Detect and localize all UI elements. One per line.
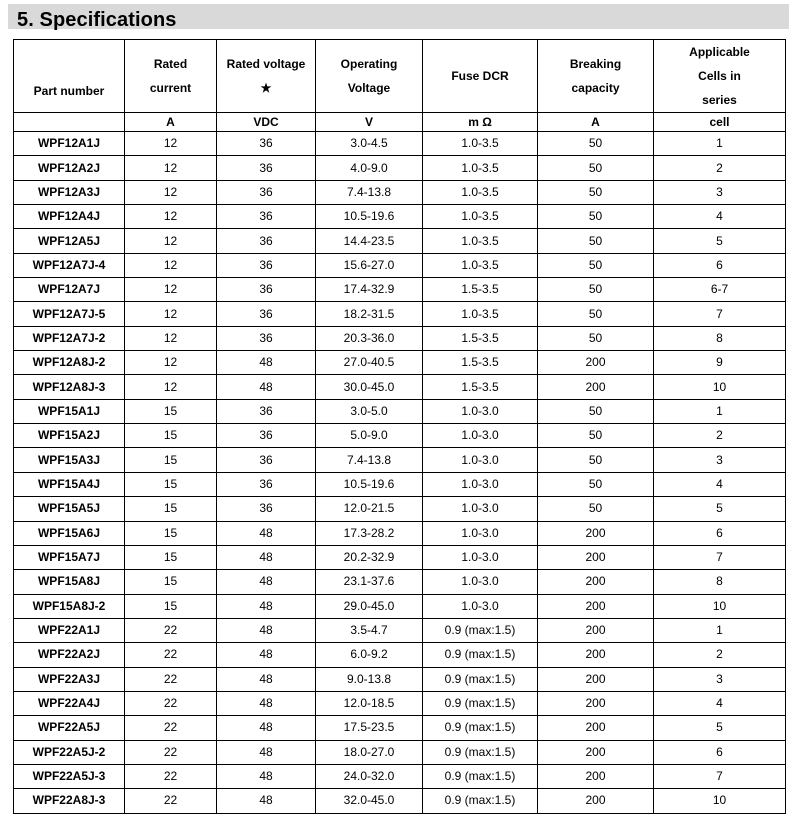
cell-rated-current: 12: [125, 132, 217, 156]
cell-part-number: WPF12A7J-2: [14, 326, 125, 350]
table-row: [14, 278, 786, 302]
cell-fuse-dcr: 0.9 (max:1.5): [423, 716, 538, 740]
cell-fuse-dcr: 1.0-3.5: [423, 156, 538, 180]
cell-breaking-capacity: 200: [538, 618, 654, 642]
cell-operating-voltage: 18.2-31.5: [316, 302, 423, 326]
cell-rated-current: 22: [125, 789, 217, 813]
cell-operating-voltage: 30.0-45.0: [316, 375, 423, 399]
cell-part-number: WPF15A2J: [14, 424, 125, 448]
cell-rated-current: 22: [125, 691, 217, 715]
cell-rated-current: 22: [125, 740, 217, 764]
header-row: [14, 40, 786, 113]
cell-part-number: WPF12A1J: [14, 132, 125, 156]
cell-applicable-cells: 4: [654, 472, 786, 496]
cell-breaking-capacity: 200: [538, 521, 654, 545]
cell-operating-voltage: 12.0-18.5: [316, 691, 423, 715]
cell-rated-voltage: 48: [217, 716, 316, 740]
header-operating-voltage-line1: Operating: [340, 57, 398, 71]
cell-fuse-dcr: 1.0-3.0: [423, 570, 538, 594]
cell-rated-voltage: 48: [217, 570, 316, 594]
cell-fuse-dcr: 1.0-3.5: [423, 205, 538, 229]
table-row: [14, 472, 786, 496]
header-part-number-label: Part number: [33, 84, 105, 98]
cell-operating-voltage: 7.4-13.8: [316, 180, 423, 204]
cell-breaking-capacity: 200: [538, 740, 654, 764]
table-row: [14, 326, 786, 350]
cell-applicable-cells: 3: [654, 180, 786, 204]
table-row: [14, 302, 786, 326]
specifications-table: [13, 39, 786, 814]
cell-part-number: WPF22A3J: [14, 667, 125, 691]
header-fuse-dcr: [423, 40, 538, 113]
cell-operating-voltage: 14.4-23.5: [316, 229, 423, 253]
cell-part-number: WPF12A8J-2: [14, 351, 125, 375]
table-row: [14, 691, 786, 715]
cell-breaking-capacity: 50: [538, 278, 654, 302]
cell-operating-voltage: 10.5-19.6: [316, 472, 423, 496]
table-row: [14, 375, 786, 399]
cell-breaking-capacity: 50: [538, 156, 654, 180]
cell-breaking-capacity: 200: [538, 643, 654, 667]
table-row: [14, 789, 786, 813]
cell-part-number: WPF12A4J: [14, 205, 125, 229]
cell-breaking-capacity: 50: [538, 497, 654, 521]
cell-rated-current: 12: [125, 278, 217, 302]
cell-part-number: WPF22A1J: [14, 618, 125, 642]
cell-part-number: WPF22A5J-3: [14, 764, 125, 788]
cell-breaking-capacity: 50: [538, 472, 654, 496]
cell-operating-voltage: 20.2-32.9: [316, 545, 423, 569]
cell-applicable-cells: 6-7: [654, 278, 786, 302]
cell-operating-voltage: 17.3-28.2: [316, 521, 423, 545]
cell-part-number: WPF15A1J: [14, 399, 125, 423]
header-rated-current: [125, 40, 217, 113]
cell-applicable-cells: 5: [654, 229, 786, 253]
cell-rated-voltage: 36: [217, 253, 316, 277]
table-row: [14, 521, 786, 545]
cell-applicable-cells: 6: [654, 521, 786, 545]
cell-part-number: WPF22A5J-2: [14, 740, 125, 764]
cell-rated-voltage: 36: [217, 132, 316, 156]
cell-fuse-dcr: 0.9 (max:1.5): [423, 764, 538, 788]
table-row: [14, 180, 786, 204]
cell-operating-voltage: 3.5-4.7: [316, 618, 423, 642]
unit-rated-voltage: VDC: [217, 113, 316, 132]
cell-fuse-dcr: 1.5-3.5: [423, 375, 538, 399]
cell-breaking-capacity: 50: [538, 326, 654, 350]
cell-part-number: WPF12A3J: [14, 180, 125, 204]
cell-rated-voltage: 36: [217, 278, 316, 302]
table-row: [14, 205, 786, 229]
cell-applicable-cells: 3: [654, 667, 786, 691]
cell-breaking-capacity: 50: [538, 448, 654, 472]
cell-applicable-cells: 8: [654, 570, 786, 594]
cell-rated-voltage: 36: [217, 448, 316, 472]
cell-rated-current: 22: [125, 667, 217, 691]
cell-operating-voltage: 3.0-4.5: [316, 132, 423, 156]
cell-fuse-dcr: 1.5-3.5: [423, 351, 538, 375]
cell-rated-current: 12: [125, 253, 217, 277]
cell-applicable-cells: 10: [654, 375, 786, 399]
cell-rated-voltage: 36: [217, 229, 316, 253]
cell-fuse-dcr: 1.0-3.0: [423, 497, 538, 521]
cell-rated-voltage: 36: [217, 497, 316, 521]
table-row: [14, 764, 786, 788]
cell-part-number: WPF12A8J-3: [14, 375, 125, 399]
cell-rated-voltage: 36: [217, 180, 316, 204]
cell-rated-current: 12: [125, 180, 217, 204]
table-row: [14, 156, 786, 180]
table-row: [14, 594, 786, 618]
cell-part-number: WPF15A8J-2: [14, 594, 125, 618]
table-row: [14, 448, 786, 472]
header-operating-voltage: [316, 40, 423, 113]
cell-rated-current: 12: [125, 351, 217, 375]
cell-rated-current: 15: [125, 497, 217, 521]
table-row: [14, 740, 786, 764]
header-cells-line3: series: [702, 93, 737, 107]
header-breaking-capacity: [538, 40, 654, 113]
cell-rated-current: 12: [125, 302, 217, 326]
cell-operating-voltage: 4.0-9.0: [316, 156, 423, 180]
table-row: [14, 716, 786, 740]
cell-fuse-dcr: 1.0-3.0: [423, 424, 538, 448]
cell-breaking-capacity: 200: [538, 789, 654, 813]
cell-part-number: WPF22A2J: [14, 643, 125, 667]
cell-operating-voltage: 17.4-32.9: [316, 278, 423, 302]
cell-operating-voltage: 17.5-23.5: [316, 716, 423, 740]
cell-breaking-capacity: 200: [538, 570, 654, 594]
cell-rated-voltage: 48: [217, 521, 316, 545]
cell-applicable-cells: 7: [654, 302, 786, 326]
cell-fuse-dcr: 0.9 (max:1.5): [423, 789, 538, 813]
cell-applicable-cells: 5: [654, 497, 786, 521]
cell-rated-voltage: 48: [217, 764, 316, 788]
cell-applicable-cells: 7: [654, 764, 786, 788]
table-row: [14, 399, 786, 423]
table-row: [14, 351, 786, 375]
cell-applicable-cells: 10: [654, 789, 786, 813]
cell-breaking-capacity: 50: [538, 229, 654, 253]
cell-part-number: WPF12A7J-4: [14, 253, 125, 277]
cell-part-number: WPF12A5J: [14, 229, 125, 253]
cell-part-number: WPF22A5J: [14, 716, 125, 740]
cell-applicable-cells: 1: [654, 132, 786, 156]
unit-breaking-capacity: A: [538, 113, 654, 132]
cell-fuse-dcr: 0.9 (max:1.5): [423, 618, 538, 642]
cell-rated-current: 12: [125, 229, 217, 253]
cell-part-number: WPF15A5J: [14, 497, 125, 521]
cell-applicable-cells: 8: [654, 326, 786, 350]
cell-breaking-capacity: 200: [538, 375, 654, 399]
cell-fuse-dcr: 1.0-3.5: [423, 180, 538, 204]
cell-operating-voltage: 23.1-37.6: [316, 570, 423, 594]
cell-part-number: WPF15A6J: [14, 521, 125, 545]
table-row: [14, 618, 786, 642]
cell-operating-voltage: 5.0-9.0: [316, 424, 423, 448]
cell-fuse-dcr: 1.0-3.5: [423, 132, 538, 156]
cell-fuse-dcr: 1.0-3.0: [423, 472, 538, 496]
cell-part-number: WPF12A7J-5: [14, 302, 125, 326]
cell-applicable-cells: 4: [654, 205, 786, 229]
cell-fuse-dcr: 1.0-3.0: [423, 545, 538, 569]
header-rated-current-line2: current: [149, 81, 192, 95]
cell-part-number: WPF15A4J: [14, 472, 125, 496]
unit-rated-current: A: [125, 113, 217, 132]
cell-applicable-cells: 6: [654, 253, 786, 277]
header-breaking-line2: capacity: [571, 81, 620, 95]
cell-operating-voltage: 7.4-13.8: [316, 448, 423, 472]
cell-fuse-dcr: 0.9 (max:1.5): [423, 643, 538, 667]
cell-rated-voltage: 36: [217, 302, 316, 326]
cell-breaking-capacity: 50: [538, 132, 654, 156]
section-title: 5. Specifications: [17, 9, 177, 31]
cell-applicable-cells: 7: [654, 545, 786, 569]
header-cells-line2: Cells in: [698, 69, 741, 83]
cell-fuse-dcr: 0.9 (max:1.5): [423, 667, 538, 691]
cell-rated-current: 12: [125, 156, 217, 180]
table-row: [14, 424, 786, 448]
cell-rated-current: 12: [125, 205, 217, 229]
cell-operating-voltage: 6.0-9.2: [316, 643, 423, 667]
cell-rated-voltage: 48: [217, 643, 316, 667]
cell-operating-voltage: 18.0-27.0: [316, 740, 423, 764]
cell-breaking-capacity: 200: [538, 691, 654, 715]
cell-rated-voltage: 36: [217, 399, 316, 423]
cell-applicable-cells: 9: [654, 351, 786, 375]
cell-breaking-capacity: 200: [538, 351, 654, 375]
table-row: [14, 545, 786, 569]
cell-operating-voltage: 10.5-19.6: [316, 205, 423, 229]
cell-breaking-capacity: 50: [538, 253, 654, 277]
cell-rated-current: 12: [125, 326, 217, 350]
units-row: [14, 113, 786, 132]
cell-breaking-capacity: 50: [538, 180, 654, 204]
header-breaking-line1: Breaking: [569, 57, 622, 71]
cell-applicable-cells: 6: [654, 740, 786, 764]
table-row: [14, 132, 786, 156]
unit-cells: cell: [654, 113, 786, 132]
cell-breaking-capacity: 200: [538, 667, 654, 691]
cell-fuse-dcr: 1.0-3.5: [423, 253, 538, 277]
header-cells-line1: Applicable: [689, 45, 750, 59]
cell-part-number: WPF22A8J-3: [14, 789, 125, 813]
cell-rated-voltage: 36: [217, 205, 316, 229]
cell-breaking-capacity: 50: [538, 302, 654, 326]
cell-breaking-capacity: 50: [538, 399, 654, 423]
table-row: [14, 570, 786, 594]
cell-rated-current: 15: [125, 448, 217, 472]
cell-rated-voltage: 48: [217, 691, 316, 715]
cell-rated-voltage: 48: [217, 351, 316, 375]
cell-rated-current: 22: [125, 716, 217, 740]
header-operating-voltage-line2: Voltage: [347, 81, 391, 95]
cell-operating-voltage: 27.0-40.5: [316, 351, 423, 375]
cell-part-number: WPF12A7J: [14, 278, 125, 302]
cell-part-number: WPF12A2J: [14, 156, 125, 180]
cell-applicable-cells: 2: [654, 156, 786, 180]
header-fuse-dcr-label: Fuse DCR: [451, 69, 509, 83]
cell-breaking-capacity: 50: [538, 424, 654, 448]
table-row: [14, 667, 786, 691]
cell-fuse-dcr: 0.9 (max:1.5): [423, 691, 538, 715]
header-rated-voltage: [217, 40, 316, 113]
table-row: [14, 497, 786, 521]
cell-operating-voltage: 15.6-27.0: [316, 253, 423, 277]
cell-rated-current: 22: [125, 643, 217, 667]
cell-operating-voltage: 32.0-45.0: [316, 789, 423, 813]
cell-rated-voltage: 36: [217, 156, 316, 180]
cell-rated-voltage: 36: [217, 472, 316, 496]
cell-breaking-capacity: 200: [538, 716, 654, 740]
header-rated-voltage-line1: Rated voltage: [226, 57, 306, 71]
cell-rated-voltage: 48: [217, 375, 316, 399]
cell-rated-voltage: 48: [217, 545, 316, 569]
table-row: [14, 229, 786, 253]
cell-fuse-dcr: 1.0-3.0: [423, 448, 538, 472]
cell-rated-voltage: 48: [217, 789, 316, 813]
cell-operating-voltage: 24.0-32.0: [316, 764, 423, 788]
cell-fuse-dcr: 1.0-3.5: [423, 229, 538, 253]
header-part-number: [14, 40, 125, 113]
cell-rated-voltage: 36: [217, 326, 316, 350]
cell-breaking-capacity: 200: [538, 594, 654, 618]
cell-rated-voltage: 48: [217, 667, 316, 691]
cell-rated-voltage: 36: [217, 424, 316, 448]
table-body: [14, 132, 786, 814]
cell-rated-current: 22: [125, 618, 217, 642]
cell-rated-current: 15: [125, 545, 217, 569]
cell-part-number: WPF15A8J: [14, 570, 125, 594]
cell-applicable-cells: 3: [654, 448, 786, 472]
cell-operating-voltage: 20.3-36.0: [316, 326, 423, 350]
cell-breaking-capacity: 200: [538, 545, 654, 569]
cell-applicable-cells: 5: [654, 716, 786, 740]
section-title-bar: [8, 4, 789, 29]
cell-applicable-cells: 2: [654, 643, 786, 667]
cell-operating-voltage: 29.0-45.0: [316, 594, 423, 618]
cell-fuse-dcr: 0.9 (max:1.5): [423, 740, 538, 764]
table-row: [14, 253, 786, 277]
cell-rated-voltage: 48: [217, 618, 316, 642]
header-applicable-cells: [654, 40, 786, 113]
cell-applicable-cells: 10: [654, 594, 786, 618]
cell-part-number: WPF15A3J: [14, 448, 125, 472]
star-icon: ★: [260, 81, 272, 95]
cell-part-number: WPF15A7J: [14, 545, 125, 569]
cell-operating-voltage: 3.0-5.0: [316, 399, 423, 423]
cell-rated-voltage: 48: [217, 740, 316, 764]
cell-applicable-cells: 2: [654, 424, 786, 448]
unit-part-number: [14, 113, 125, 132]
cell-fuse-dcr: 1.0-3.0: [423, 594, 538, 618]
cell-rated-voltage: 48: [217, 594, 316, 618]
cell-rated-current: 15: [125, 521, 217, 545]
header-rated-current-line1: Rated: [153, 57, 188, 71]
cell-rated-current: 12: [125, 375, 217, 399]
unit-fuse-dcr: m Ω: [423, 113, 538, 132]
cell-part-number: WPF22A4J: [14, 691, 125, 715]
cell-operating-voltage: 12.0-21.5: [316, 497, 423, 521]
cell-rated-current: 15: [125, 399, 217, 423]
cell-rated-current: 15: [125, 594, 217, 618]
cell-fuse-dcr: 1.0-3.0: [423, 399, 538, 423]
cell-fuse-dcr: 1.0-3.0: [423, 521, 538, 545]
cell-fuse-dcr: 1.5-3.5: [423, 326, 538, 350]
unit-operating-voltage: V: [316, 113, 423, 132]
cell-rated-current: 15: [125, 570, 217, 594]
cell-fuse-dcr: 1.5-3.5: [423, 278, 538, 302]
cell-rated-current: 22: [125, 764, 217, 788]
cell-applicable-cells: 1: [654, 399, 786, 423]
cell-breaking-capacity: 50: [538, 205, 654, 229]
cell-applicable-cells: 4: [654, 691, 786, 715]
cell-operating-voltage: 9.0-13.8: [316, 667, 423, 691]
cell-applicable-cells: 1: [654, 618, 786, 642]
cell-rated-current: 15: [125, 472, 217, 496]
cell-fuse-dcr: 1.0-3.5: [423, 302, 538, 326]
table-row: [14, 643, 786, 667]
cell-rated-current: 15: [125, 424, 217, 448]
cell-breaking-capacity: 200: [538, 764, 654, 788]
